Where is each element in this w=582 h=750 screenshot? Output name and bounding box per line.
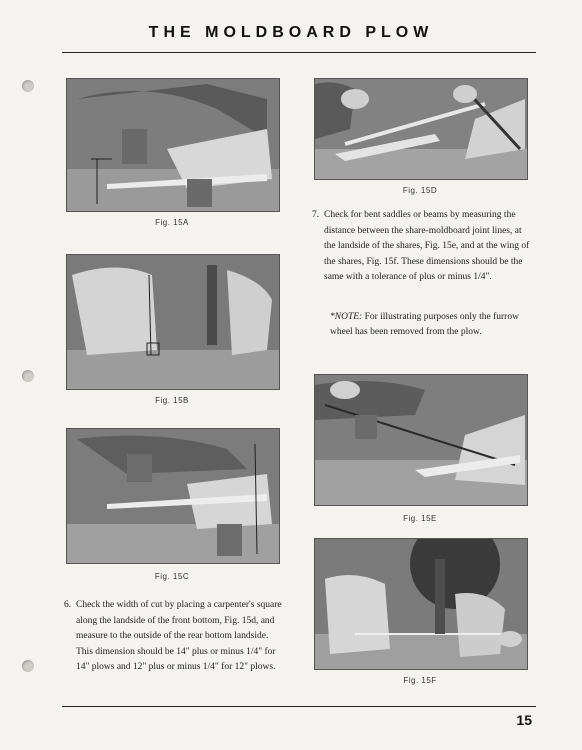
step-7-number: 7.: [312, 210, 320, 220]
figure-15e-photo: [314, 374, 528, 506]
note-label: *NOTE:: [330, 312, 363, 322]
page-title: THE MOLDBOARD PLOW: [148, 24, 434, 41]
step-6-text: Check the width of cut by placing a carpenter's square along the landside of the front bottom, Fig. 15d, and measure to the outside of the rear bottom landside. This dimension should be 14" plus or minus 1/4" for 14" plows and 12" plus or minus 1/4" for 12" plows.: [76, 600, 282, 672]
figure-15d-caption: Fig. 15D: [402, 186, 438, 195]
note-text: For illustrating purposes only the furrow wheel has been removed from the plow.: [330, 312, 519, 337]
step-6-paragraph: [64, 598, 286, 676]
figure-15a-caption: Fig. 15A: [155, 218, 189, 227]
note-paragraph: [330, 310, 530, 340]
page-number: 15: [516, 712, 532, 728]
step-7-text: Check for bent saddles or beams by measuring the distance between the share-moldboard joint lines, at the landside of the shares, Fig. 15e, and at the wing of the shares, Fig. 15f. These dimensions should be the same with a tolerance of plus or minus 1/4".: [324, 210, 530, 282]
figure-15b-caption: Fig. 15B: [155, 396, 189, 405]
figure-15c-photo: [66, 428, 280, 564]
binder-hole-bottom: [22, 660, 34, 672]
figure-15c-caption: Fig. 15C: [154, 572, 190, 581]
figure-15b-photo: [66, 254, 280, 390]
step-7-paragraph: [312, 208, 534, 286]
figure-15e-caption: Fig. 15E: [403, 514, 437, 523]
bottom-rule: [62, 706, 536, 707]
binder-hole-middle: [22, 370, 34, 382]
figure-15f-photo: [314, 538, 528, 670]
figure-15a-photo: [66, 78, 280, 212]
figure-15f-caption: Fig. 15F: [403, 676, 437, 685]
binder-hole-top: [22, 80, 34, 92]
step-6-number: 6.: [64, 600, 72, 610]
figure-15d-photo: [314, 78, 528, 180]
top-rule: [62, 52, 536, 53]
